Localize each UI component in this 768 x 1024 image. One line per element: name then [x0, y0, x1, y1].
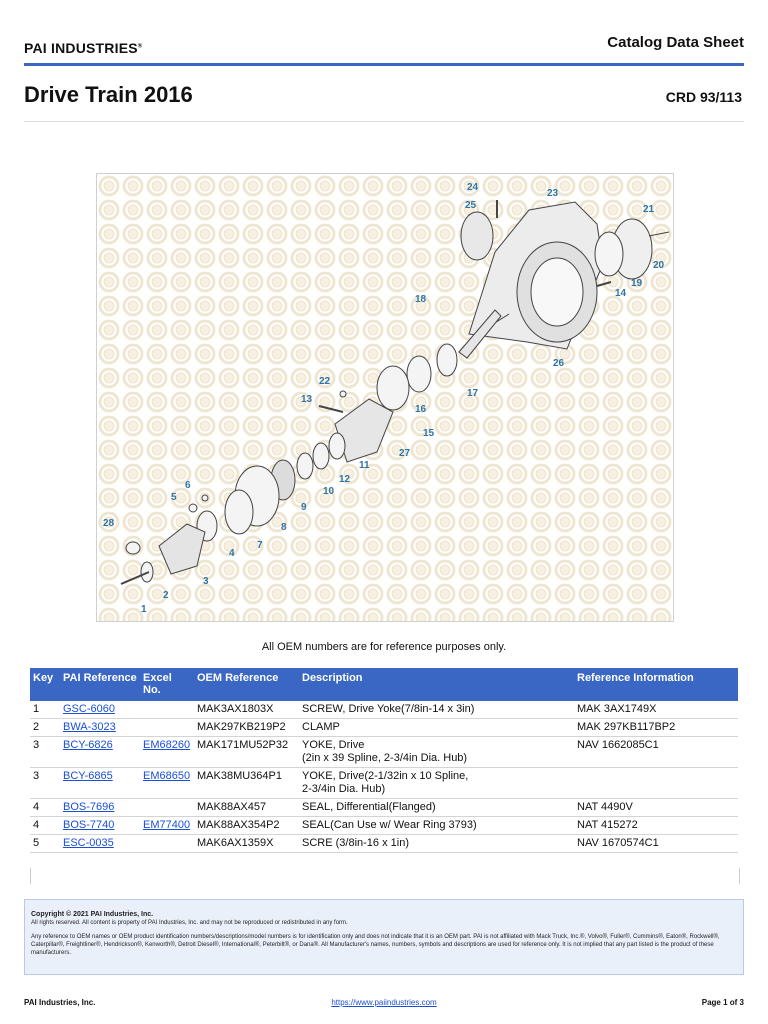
cell-ref: MAK 3AX1749X [574, 701, 738, 719]
table-row [30, 835, 738, 853]
pai-reference-link[interactable]: BOS-7740 [63, 819, 115, 831]
callout-16: 16 [415, 404, 427, 415]
cell-desc: SCRE (3/8in-16 x 1in) [299, 835, 574, 853]
cell-excel [140, 835, 194, 853]
callout-4: 4 [229, 548, 235, 559]
cell-pai [60, 768, 140, 799]
exploded-parts-diagram [96, 173, 674, 622]
document-reference: CRD 93/113 [665, 89, 742, 105]
excel-number-link[interactable]: EM77400 [143, 819, 191, 831]
cell-ref [574, 768, 738, 799]
callout-21: 21 [643, 204, 655, 215]
cell-oem: MAK88AX457 [194, 799, 299, 817]
callout-11: 11 [359, 460, 370, 471]
callout-26: 26 [553, 358, 565, 369]
pai-reference-link[interactable]: ESC-0035 [63, 837, 114, 849]
cell-pai [60, 799, 140, 817]
cell-oem: MAK3AX1803X [194, 701, 299, 719]
pai-reference-link[interactable]: BWA-3023 [63, 721, 116, 733]
callout-12: 12 [339, 474, 351, 485]
excel-number-link[interactable]: EM68650 [143, 770, 191, 782]
table-row [30, 768, 738, 799]
brand-name: PAI INDUSTRIES [24, 40, 138, 56]
table-row [30, 737, 738, 768]
cell-pai [60, 737, 140, 768]
callout-1: 1 [141, 604, 147, 615]
callout-23: 23 [547, 188, 559, 199]
website-link[interactable]: https://www.paiindustries.com [331, 998, 437, 1007]
pai-reference-link[interactable]: BOS-7696 [63, 801, 115, 813]
callout-18: 18 [415, 294, 427, 305]
callout-7: 7 [257, 540, 263, 551]
cell-desc: SEAL, Differential(Flanged) [299, 799, 574, 817]
callout-25: 25 [465, 200, 477, 211]
callout-6: 6 [185, 480, 191, 491]
cell-key: 2 [30, 719, 60, 737]
sheet-type: Catalog Data Sheet [607, 34, 744, 51]
table-row [30, 817, 738, 835]
callout-14: 14 [615, 288, 627, 299]
cell-key: 3 [30, 768, 60, 799]
callout-10: 10 [323, 486, 335, 497]
cell-key: 5 [30, 835, 60, 853]
cell-ref: NAT 415272 [574, 817, 738, 835]
callout-3: 3 [203, 576, 209, 587]
footer-company: PAI Industries, Inc. [24, 998, 96, 1007]
col-key: Key [30, 668, 60, 701]
cell-pai [60, 701, 140, 719]
callout-27: 27 [399, 448, 411, 459]
brand-trademark: ® [137, 43, 143, 50]
pai-reference-link[interactable]: BCY-6826 [63, 739, 113, 751]
cell-ref: NAV 1670574C1 [574, 835, 738, 853]
cell-desc: YOKE, Drive (2in x 39 Spline, 2-3/4in Dia. Hub) [299, 737, 574, 768]
cell-ref: MAK 297KB117BP2 [574, 719, 738, 737]
cell-excel [140, 799, 194, 817]
callout-9: 9 [301, 502, 307, 513]
pai-reference-link[interactable]: BCY-6865 [63, 770, 113, 782]
copyright: Copyright © 2021 PAI Industries, Inc. [31, 911, 154, 918]
brand-logo [24, 40, 142, 56]
table-row [30, 799, 738, 817]
col-reference-information: Reference Information [574, 668, 738, 701]
cell-desc: CLAMP [299, 719, 574, 737]
callout-5: 5 [171, 492, 177, 503]
cell-ref: NAV 1662085C1 [574, 737, 738, 768]
cell-pai [60, 719, 140, 737]
cell-desc: SEAL(Can Use w/ Wear Ring 3793) [299, 817, 574, 835]
table-header-row [30, 668, 738, 701]
header-divider [24, 63, 744, 66]
title-divider [24, 121, 744, 122]
footer-link-wrap [0, 998, 768, 1007]
cell-oem: MAK88AX354P2 [194, 817, 299, 835]
cell-oem: MAK38MU364P1 [194, 768, 299, 799]
col-pai-reference: PAI Reference [60, 668, 140, 701]
cell-pai [60, 817, 140, 835]
page-title: Drive Train 2016 [24, 82, 193, 107]
callout-22: 22 [319, 376, 331, 387]
cell-ref: NAT 4490V [574, 799, 738, 817]
cell-excel [140, 719, 194, 737]
callout-13: 13 [301, 394, 313, 405]
callout-15: 15 [423, 428, 435, 439]
callout-2: 2 [163, 590, 169, 601]
callout-19: 19 [631, 278, 643, 289]
col-description: Description [299, 668, 574, 701]
cell-excel [140, 737, 194, 768]
rights-statement: All rights reserved. All content is property of PAI Industries, Inc. and may not be reproduced or redistributed in any form. [31, 920, 348, 926]
page-number: Page 1 of 3 [701, 998, 744, 1007]
pai-reference-link[interactable]: GSC-6060 [63, 703, 115, 715]
table-row [30, 701, 738, 719]
callout-17: 17 [467, 388, 479, 399]
col-oem-reference: OEM Reference [194, 668, 299, 701]
cell-desc: YOKE, Drive(2-1/32in x 10 Spline, 2-3/4in Dia. Hub) [299, 768, 574, 799]
callout-24: 24 [467, 182, 479, 193]
callout-8: 8 [281, 522, 287, 533]
cell-oem: MAK297KB219P2 [194, 719, 299, 737]
cell-key: 3 [30, 737, 60, 768]
cell-key: 4 [30, 817, 60, 835]
cell-oem: MAK6AX1359X [194, 835, 299, 853]
table-trailing-space [30, 868, 740, 884]
reference-note: All OEM numbers are for reference purposes only. [261, 641, 507, 653]
col-excel-no: Excel No. [140, 668, 194, 701]
legal-notice [24, 899, 744, 975]
table-row [30, 719, 738, 737]
excel-number-link[interactable]: EM68260 [143, 739, 191, 751]
cell-excel [140, 817, 194, 835]
cell-oem: MAK171MU52P32 [194, 737, 299, 768]
parts-table [30, 668, 738, 853]
callout-20: 20 [653, 260, 665, 271]
cell-excel [140, 768, 194, 799]
oem-disclaimer: Any reference to OEM names or OEM product identification numbers/descriptions/model numbers is for identification only and does not indicate that it is an OEM part. PAI is not affiliated with Mack Truck, Inc.®, Volvo®, Fuller®, Cummins®, Eaton®, Rockwell®, Caterpillar®, Freightliner®, Hendrickson®, Kenworth®, Detroit Diesel®, International®, Peterbilt®, or Dana®. All Manufacturer's names, numbers, symbols and descriptions are used for reference only. It is not implied that any part listed is the product of these manufacturers. [31, 934, 720, 956]
cell-excel [140, 701, 194, 719]
cell-key: 1 [30, 701, 60, 719]
cell-pai [60, 835, 140, 853]
cell-desc: SCREW, Drive Yoke(7/8in-14 x 3in) [299, 701, 574, 719]
diagram-svg [97, 174, 673, 621]
cell-key: 4 [30, 799, 60, 817]
callout-28: 28 [103, 518, 115, 529]
